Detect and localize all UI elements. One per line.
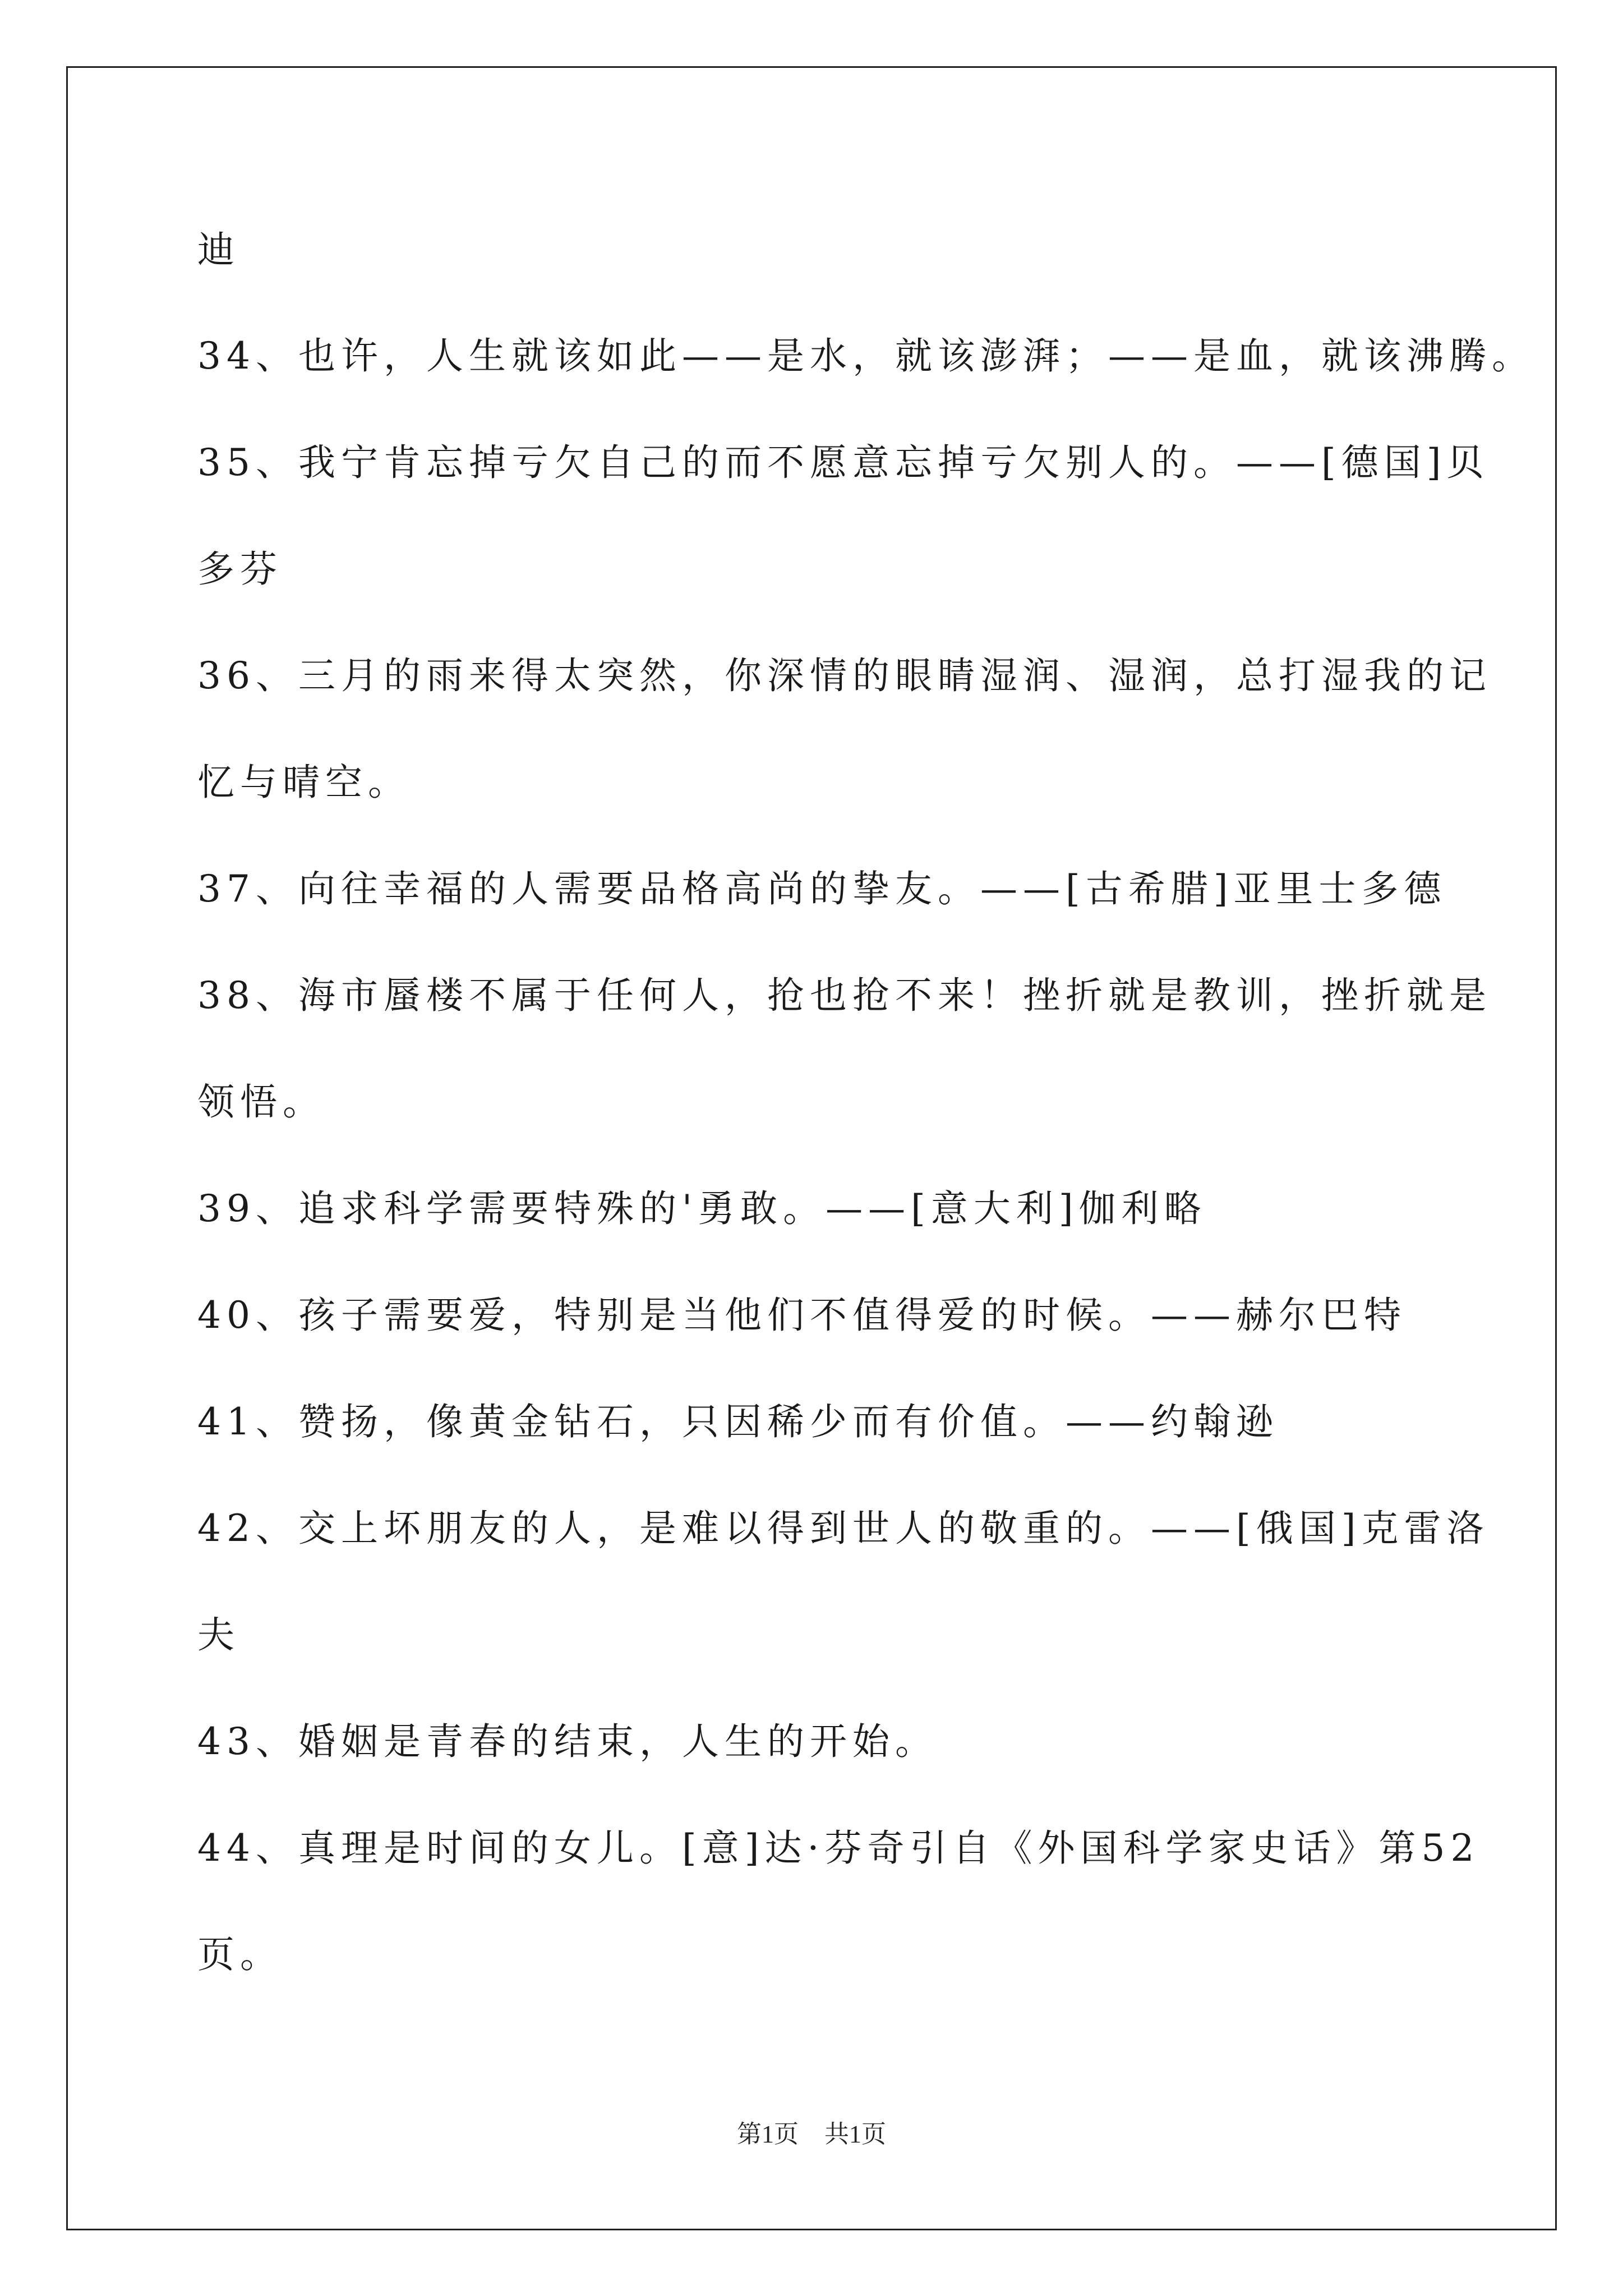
text-line: 41、赞扬，像黄金钻石，只因稀少而有价值。——约翰逊	[197, 1400, 1279, 1443]
text-line: 忆与晴空。	[197, 761, 411, 804]
page-number-total: 共1页	[824, 2120, 886, 2148]
text-line: 40、孩子需要爱，特别是当他们不值得爱的时候。——赫尔巴特	[197, 1294, 1407, 1337]
text-line: 36、三月的雨来得太突然，你深情的眼睛湿润、湿润，总打湿我的记	[197, 654, 1492, 697]
text-line: 35、我宁肯忘掉亏欠自己的而不愿意忘掉亏欠别人的。——[德国]贝	[197, 441, 1490, 484]
text-line: 42、交上坏朋友的人，是难以得到世人的敬重的。——[俄国]克雷洛	[197, 1507, 1490, 1550]
text-line: 夫	[197, 1613, 240, 1657]
text-line: 34、也许，人生就该如此——是水，就该澎湃；——是血，就该沸腾。	[197, 334, 1534, 378]
text-line: 39、追求科学需要特殊的'勇敢。——[意大利]伽利略	[197, 1187, 1207, 1230]
page-footer	[0, 2119, 1623, 2150]
text-line: 页。	[197, 1933, 283, 1976]
page-number-current: 第1页	[737, 2120, 799, 2148]
page-border	[66, 66, 1557, 2230]
text-line: 迪	[197, 228, 240, 272]
text-line: 38、海市蜃楼不属于任何人，抢也抢不来！挫折就是教训，挫折就是	[197, 974, 1492, 1017]
text-line: 领悟。	[197, 1080, 325, 1124]
text-line: 37、向往幸福的人需要品格高尚的挚友。——[古希腊]亚里士多德	[197, 867, 1447, 910]
text-line: 44、真理是时间的女儿。[意]达·芬奇引自《外国科学家史话》第52	[197, 1826, 1480, 1870]
text-line: 多芬	[197, 547, 283, 591]
text-line: 43、婚姻是青春的结束，人生的开始。	[197, 1720, 938, 1763]
